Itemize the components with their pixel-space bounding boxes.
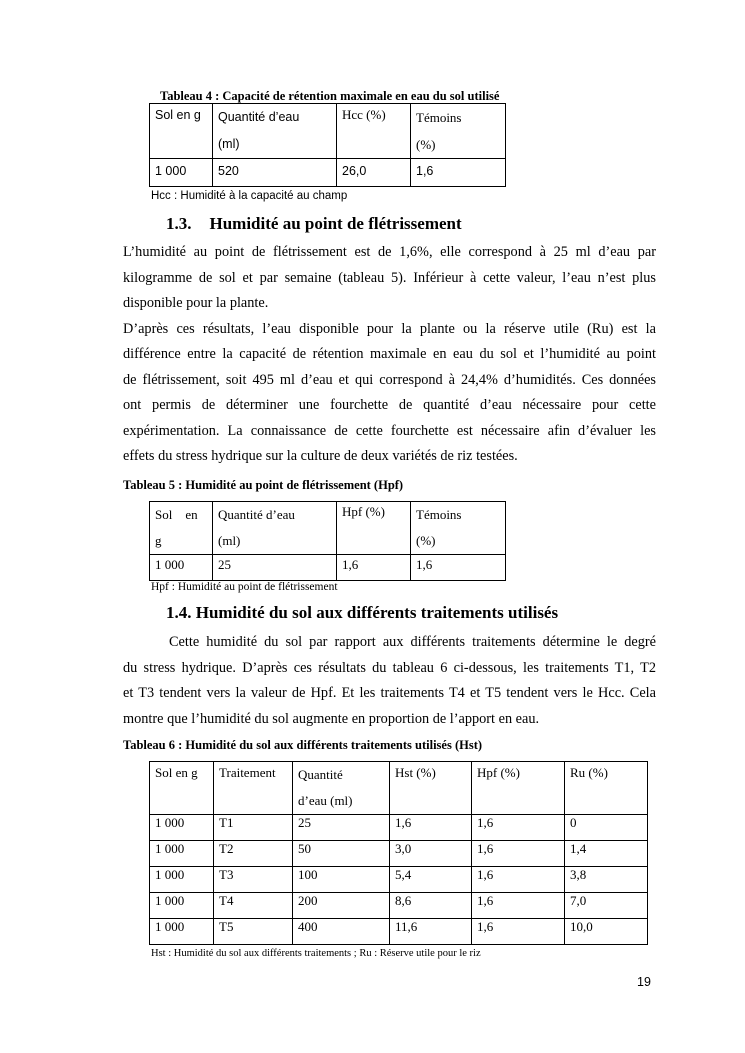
table-header-cell: Quantité d’eau (ml) bbox=[213, 104, 337, 159]
text-line: de flétrissement, soit 495 ml d’eau et qui correspond à 24,4% d’humidités. Ces données bbox=[123, 371, 656, 388]
paragraph bbox=[123, 630, 656, 732]
table-cell: 1,6 bbox=[472, 893, 565, 919]
table-header-cell: Ru (%) bbox=[565, 762, 648, 815]
table-header-cell: Traitement bbox=[214, 762, 293, 815]
table-cell: T2 bbox=[214, 841, 293, 867]
text-line: Cette humidité du sol par rapport aux différents traitements détermine le degré bbox=[169, 634, 656, 650]
table-header-cell: Sol en g bbox=[150, 502, 213, 555]
table-cell: 520 bbox=[213, 159, 337, 187]
table4 bbox=[149, 103, 506, 187]
table-row bbox=[150, 919, 648, 945]
table-cell: 3,0 bbox=[390, 841, 472, 867]
table-row bbox=[150, 815, 648, 841]
table-cell: 10,0 bbox=[565, 919, 648, 945]
table-cell: 1,6 bbox=[411, 159, 506, 187]
table-header-cell: Quantité d’eau (ml) bbox=[293, 762, 390, 815]
table5 bbox=[149, 501, 506, 581]
table-cell: 100 bbox=[293, 867, 390, 893]
table-header-cell: Hpf (%) bbox=[337, 502, 411, 555]
table-cell: 8,6 bbox=[390, 893, 472, 919]
section-heading: 1.3. Humidité au point de flétrissement bbox=[166, 214, 462, 233]
table-cell: 1,6 bbox=[472, 815, 565, 841]
text-line: effets du stress hydrique sur la culture de deux variétés de riz testées. bbox=[123, 448, 518, 464]
table6-note: Hst : Humidité du sol aux différents traitements ; Ru : Réserve utile pour le riz bbox=[151, 948, 481, 959]
page-number: 19 bbox=[637, 975, 651, 989]
section-heading: 1.4. Humidité du sol aux différents traitements utilisés bbox=[166, 603, 559, 622]
table-cell: 25 bbox=[213, 555, 337, 581]
table5-caption: Tableau 5 : Humidité au point de flétrissement (Hpf) bbox=[123, 478, 404, 492]
table-cell: 1 000 bbox=[150, 841, 214, 867]
table-header-cell: Témoins (%) bbox=[411, 502, 506, 555]
table-header-row bbox=[150, 104, 506, 159]
table-cell: T3 bbox=[214, 867, 293, 893]
table-cell: 1 000 bbox=[150, 867, 214, 893]
table-cell: T4 bbox=[214, 893, 293, 919]
table-header-cell: Témoins (%) bbox=[411, 104, 506, 159]
table-cell: 1,6 bbox=[472, 841, 565, 867]
text-line: kilogramme de sol et par semaine (tableau 5). Inférieur à cette valeur, l’eau n’est plus bbox=[123, 269, 656, 286]
table-cell: 200 bbox=[293, 893, 390, 919]
table-cell: 0 bbox=[565, 815, 648, 841]
table-header-cell: Sol en g bbox=[150, 762, 214, 815]
table-row bbox=[150, 841, 648, 867]
table5-note: Hpf : Humidité au point de flétrissement bbox=[151, 581, 338, 593]
table-cell: 1 000 bbox=[150, 555, 213, 581]
table-row bbox=[150, 893, 648, 919]
text-line: L’humidité au point de flétrissement est de 1,6%, elle correspond à 25 ml d’eau par bbox=[123, 244, 656, 260]
table-row bbox=[150, 555, 506, 581]
table-cell: 26,0 bbox=[337, 159, 411, 187]
table-cell: T5 bbox=[214, 919, 293, 945]
table6 bbox=[149, 761, 648, 945]
table-header-cell: Sol en g bbox=[150, 104, 213, 159]
table-cell: 11,6 bbox=[390, 919, 472, 945]
table-cell: 1,6 bbox=[472, 919, 565, 945]
table-cell: 3,8 bbox=[565, 867, 648, 893]
table-cell: 1,6 bbox=[411, 555, 506, 581]
text-line: et T3 tendent vers la valeur de Hpf. Et les traitements T4 et T5 tendent vers le Hcc. Cela bbox=[123, 685, 656, 701]
table-cell: 1,6 bbox=[472, 867, 565, 893]
table-cell: 1,6 bbox=[390, 815, 472, 841]
table4-caption: Tableau 4 : Capacité de rétention maximale en eau du sol utilisé bbox=[160, 89, 500, 103]
table-cell: 1 000 bbox=[150, 919, 214, 945]
table-cell: T1 bbox=[214, 815, 293, 841]
text-line: différence entre la capacité de rétention maximale en eau du sol et l’humidité au point bbox=[123, 346, 656, 362]
table4-note: Hcc : Humidité à la capacité au champ bbox=[151, 190, 348, 202]
table-cell: 1,6 bbox=[337, 555, 411, 581]
paragraph bbox=[123, 240, 656, 470]
table-cell: 25 bbox=[293, 815, 390, 841]
table-header-cell: Quantité d’eau (ml) bbox=[213, 502, 337, 555]
table-cell: 1 000 bbox=[150, 815, 214, 841]
table6-caption: Tableau 6 : Humidité du sol aux différents traitements utilisés (Hst) bbox=[123, 738, 483, 752]
table-cell: 5,4 bbox=[390, 867, 472, 893]
table-cell: 1,4 bbox=[565, 841, 648, 867]
table-header-cell: Hpf (%) bbox=[472, 762, 565, 815]
table-header-cell: Hcc (%) bbox=[337, 104, 411, 159]
table-cell: 1 000 bbox=[150, 159, 213, 187]
table-header-cell: Hst (%) bbox=[390, 762, 472, 815]
text-line: montre que l’humidité du sol augmente en proportion de l’apport en eau. bbox=[123, 710, 540, 727]
text-line: D’après ces résultats, l’eau disponible pour la plante ou la réserve utile (Ru) est la bbox=[123, 320, 656, 337]
table-cell: 1 000 bbox=[150, 893, 214, 919]
text-line: du stress hydrique. D’après ces résultats du tableau 6 ci-dessous, les traitements T1, T2 bbox=[123, 659, 656, 676]
table-header-row bbox=[150, 502, 506, 555]
table-cell: 7,0 bbox=[565, 893, 648, 919]
table-row bbox=[150, 159, 506, 187]
table-cell: 400 bbox=[293, 919, 390, 945]
table-cell: 50 bbox=[293, 841, 390, 867]
table-header-row bbox=[150, 762, 648, 815]
table-row bbox=[150, 867, 648, 893]
text-line: disponible pour la plante. bbox=[123, 295, 269, 311]
text-line: expérimentation. La connaissance de cette fourchette est nécessaire afin d’évaluer les bbox=[123, 422, 656, 439]
text-line: ont permis de déterminer une fourchette de quantité d’eau nécessaire pour cette bbox=[123, 397, 656, 413]
